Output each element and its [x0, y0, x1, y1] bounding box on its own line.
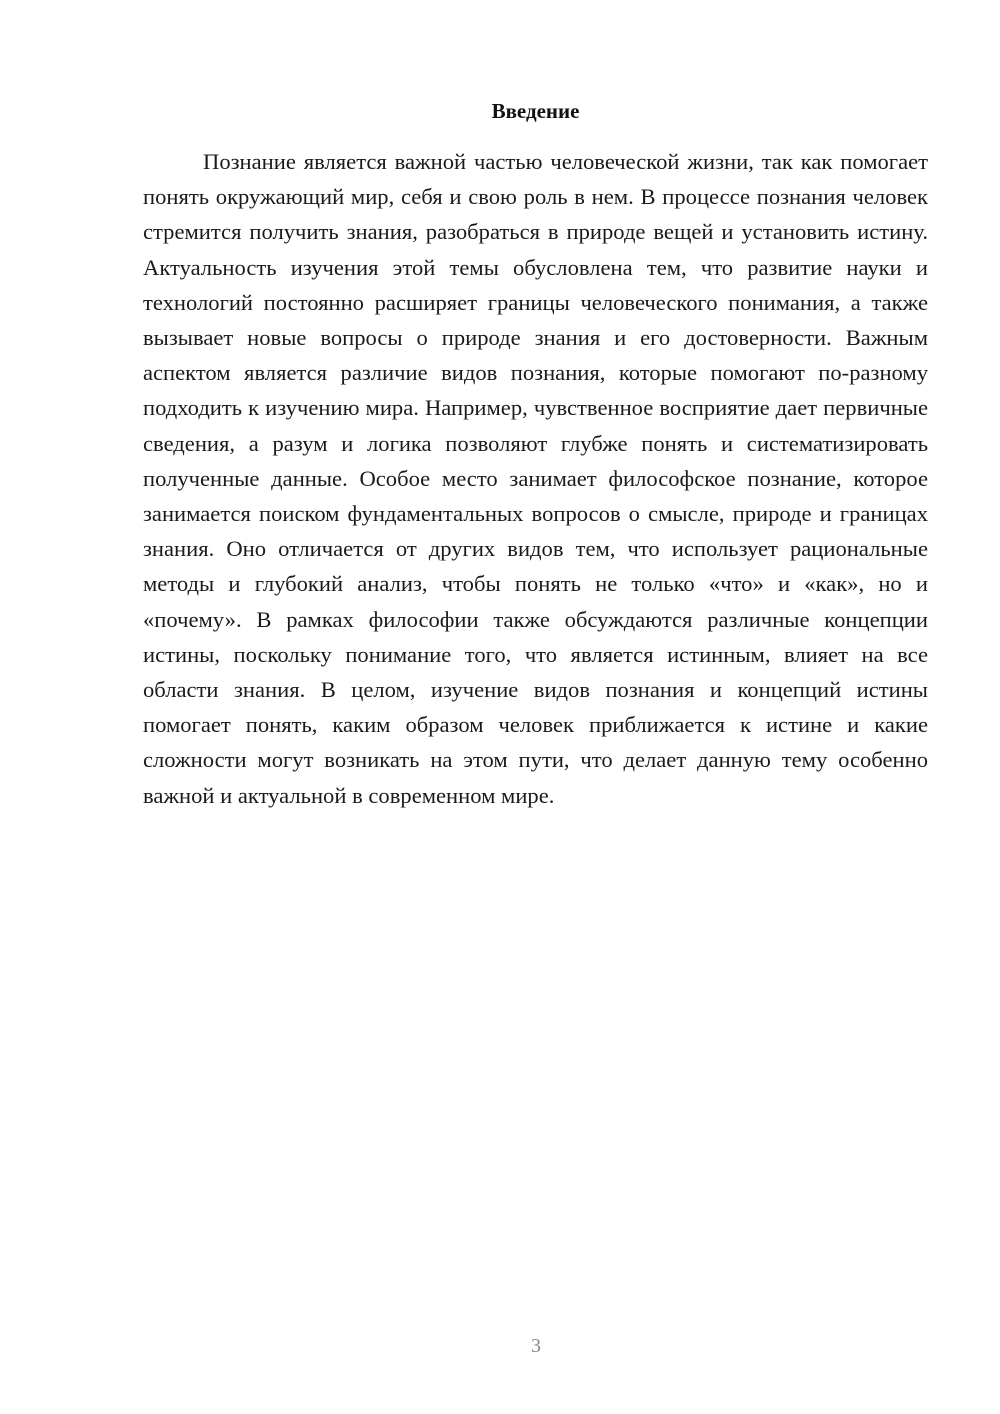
section-heading: Введение: [491, 99, 580, 123]
body-paragraph: Познание является важной частью человеческой жизни, так как помогает понять окружающий мир, себя и свою роль в нем. В процессе познания человек стремится получить знания, разобраться в природе вещей и установить истину. Актуальность изучения этой темы обусловлена тем, что развитие науки и технологий постоянно расширяет границы человеческого понимания, а также вызывает новые вопросы о природе знания и его достоверности. Важным аспектом является различие видов познания, которые помогают по-разному подходить к изучению мира. Например, чувственное восприятие дает первичные сведения, а разум и логика позволяют глубже понять и систематизировать полученные данные. Особое место занимает философское познание, которое занимается поиском фундаментальных вопросов о смысле, природе и границах знания. Оно отличается от других видов тем, что использует рациональные методы и глубокий анализ, чтобы понять не только «что» и «как», но и «почему». В рамках философии также обсуждаются различные концепции истины, поскольку понимание того, что является истинным, влияет на все области знания. В целом, изучение видов познания и концепций истины помогает понять, каким образом человек приближается к истине и какие сложности могут возникать на этом пути, что делает данную тему особенно важной и актуальной в современном мире.: [143, 149, 928, 808]
page-number: 3: [531, 1335, 541, 1357]
